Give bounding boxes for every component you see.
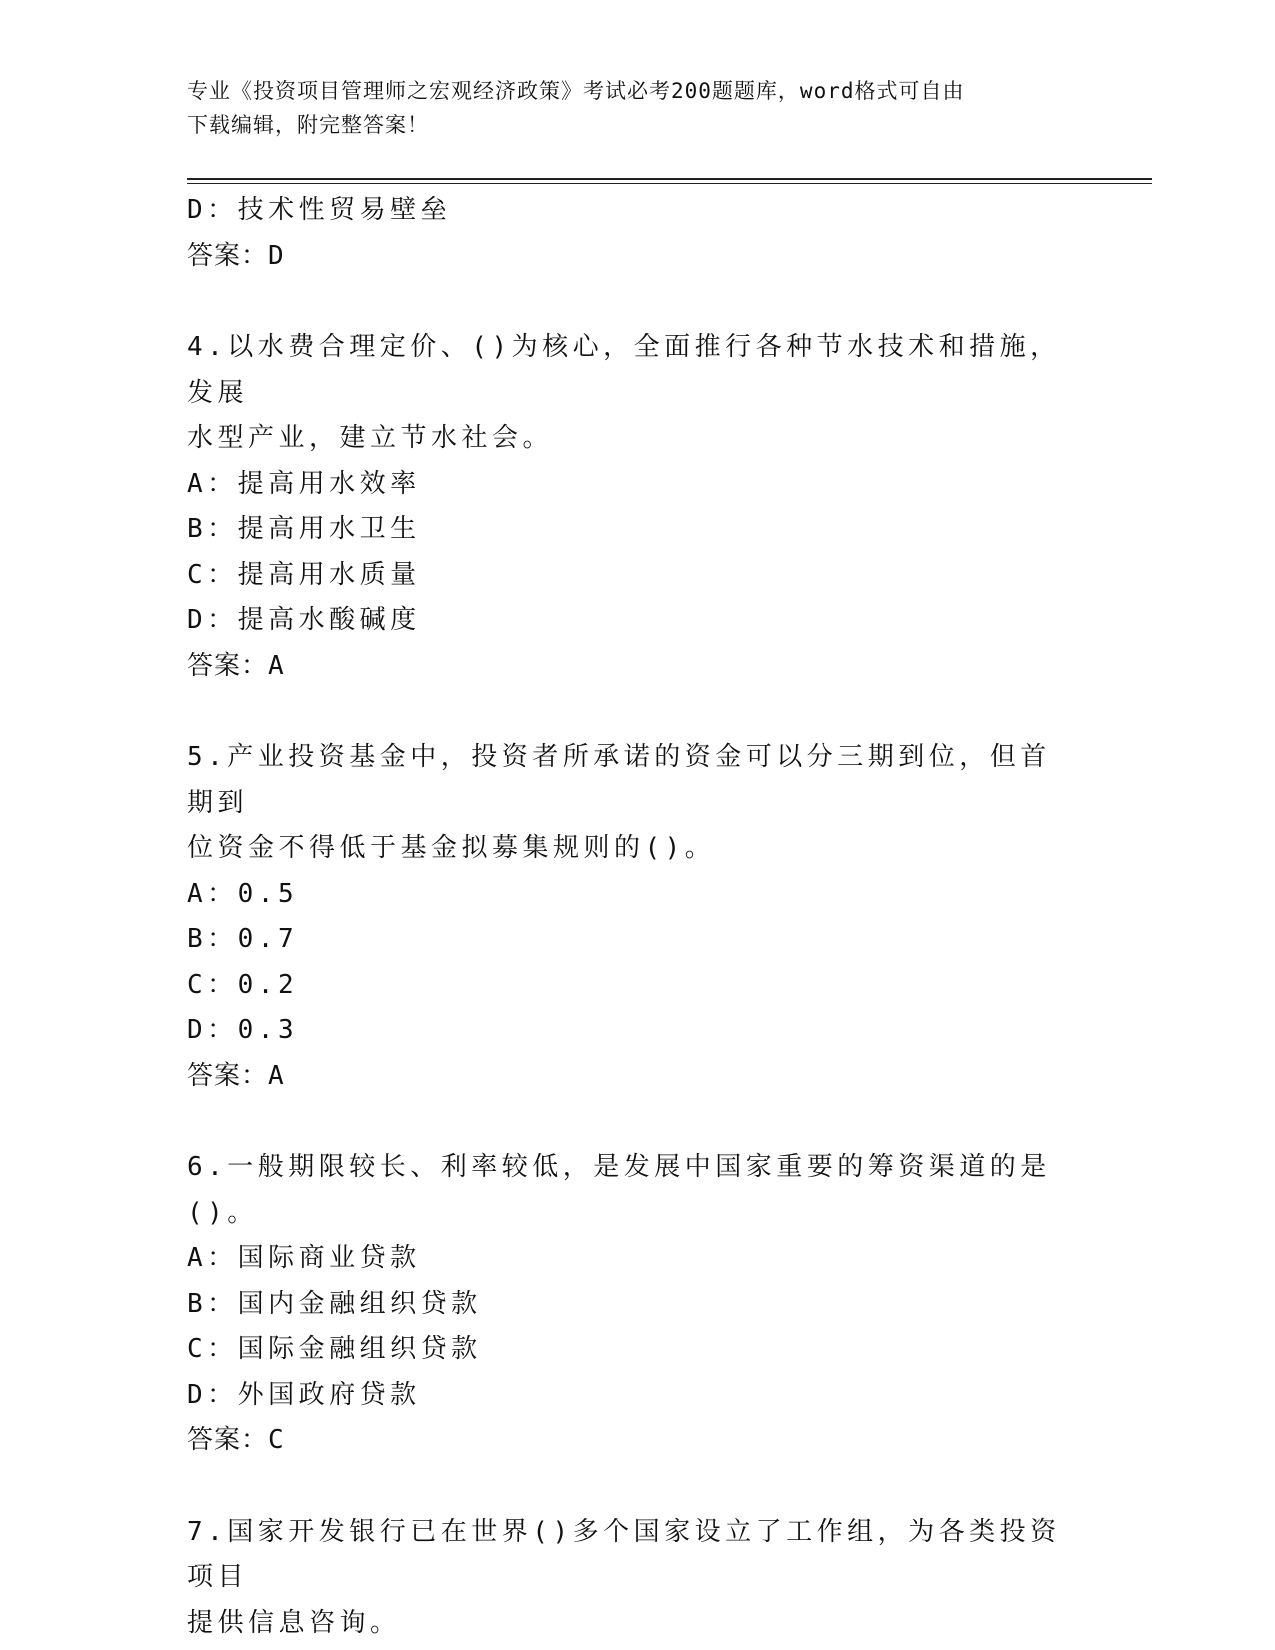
option-a: A：国际商业贷款 [187,1243,421,1273]
question-stem [187,735,1067,872]
question-6 [187,1145,1087,1464]
option-a: A：提高用水效率 [187,468,421,499]
option-b: B：0.7 [187,924,299,954]
option-d: D：0.3 [187,1015,299,1045]
header-rule-thin [187,183,1152,184]
option-b: B：国内金融组织贷款 [187,1288,482,1319]
document-header [187,74,1087,142]
question-7 [187,1510,1087,1647]
option-c: C：提高用水质量 [187,559,421,590]
option-a: A：0.5 [187,878,299,909]
answer-value: A [268,650,285,681]
stem-line-2: 水型产业，建立节水社会。 [187,423,554,453]
answer-label: 答案： [187,1425,269,1455]
header-rule-thick [187,178,1152,180]
question-stem [187,1145,1067,1236]
stem-line-2: 提供信息咨询。 [187,1607,401,1638]
stem-line-2: 位资金不得低于基金拟募集规则的()。 [187,833,716,863]
option-c: C：国际金融组织贷款 [187,1334,482,1364]
document-body [187,188,1087,1646]
header-line-2: 下载编辑，附完整答案！ [187,113,429,137]
option-c: C：0.2 [187,969,299,1000]
question-5 [187,735,1087,1099]
question-4 [187,325,1087,689]
answer-label: 答案： [187,240,269,271]
option-d: D：外国政府贷款 [187,1379,421,1410]
header-line-1: 专业《投资项目管理师之宏观经济政策》考试必考200题题库，word格式可自由 [187,79,965,103]
answer-label: 答案： [187,1060,269,1091]
stem-line-1: 5.产业投资基金中，投资者所承诺的资金可以分三期到位，但首期到 [187,742,1051,818]
answer-line [187,644,1087,690]
option-d: D：技术性贸易壁垒 [187,195,452,225]
answer-line [187,234,1087,280]
stem-line-1: 7.国家开发银行已在世界()多个国家设立了工作组，为各类投资项目 [187,1516,1061,1592]
question-stem [187,325,1067,462]
answer-value: D [268,240,285,271]
answer-line [187,1054,1087,1100]
option-b: B：提高用水卫生 [187,514,421,544]
answer-label: 答案： [187,650,269,681]
stem-line-1: 4.以水费合理定价、()为核心，全面推行各种节水技术和措施，发展 [187,332,1061,408]
answer-value: A [268,1060,285,1091]
stem-line-1: 6.一般期限较长、利率较低，是发展中国家重要的筹资渠道的是()。 [187,1152,1051,1228]
question-stem [187,1510,1067,1647]
option-d: D：提高水酸碱度 [187,605,421,635]
previous-question-tail [187,188,1087,279]
answer-value: C [268,1425,285,1455]
answer-line [187,1418,1087,1464]
